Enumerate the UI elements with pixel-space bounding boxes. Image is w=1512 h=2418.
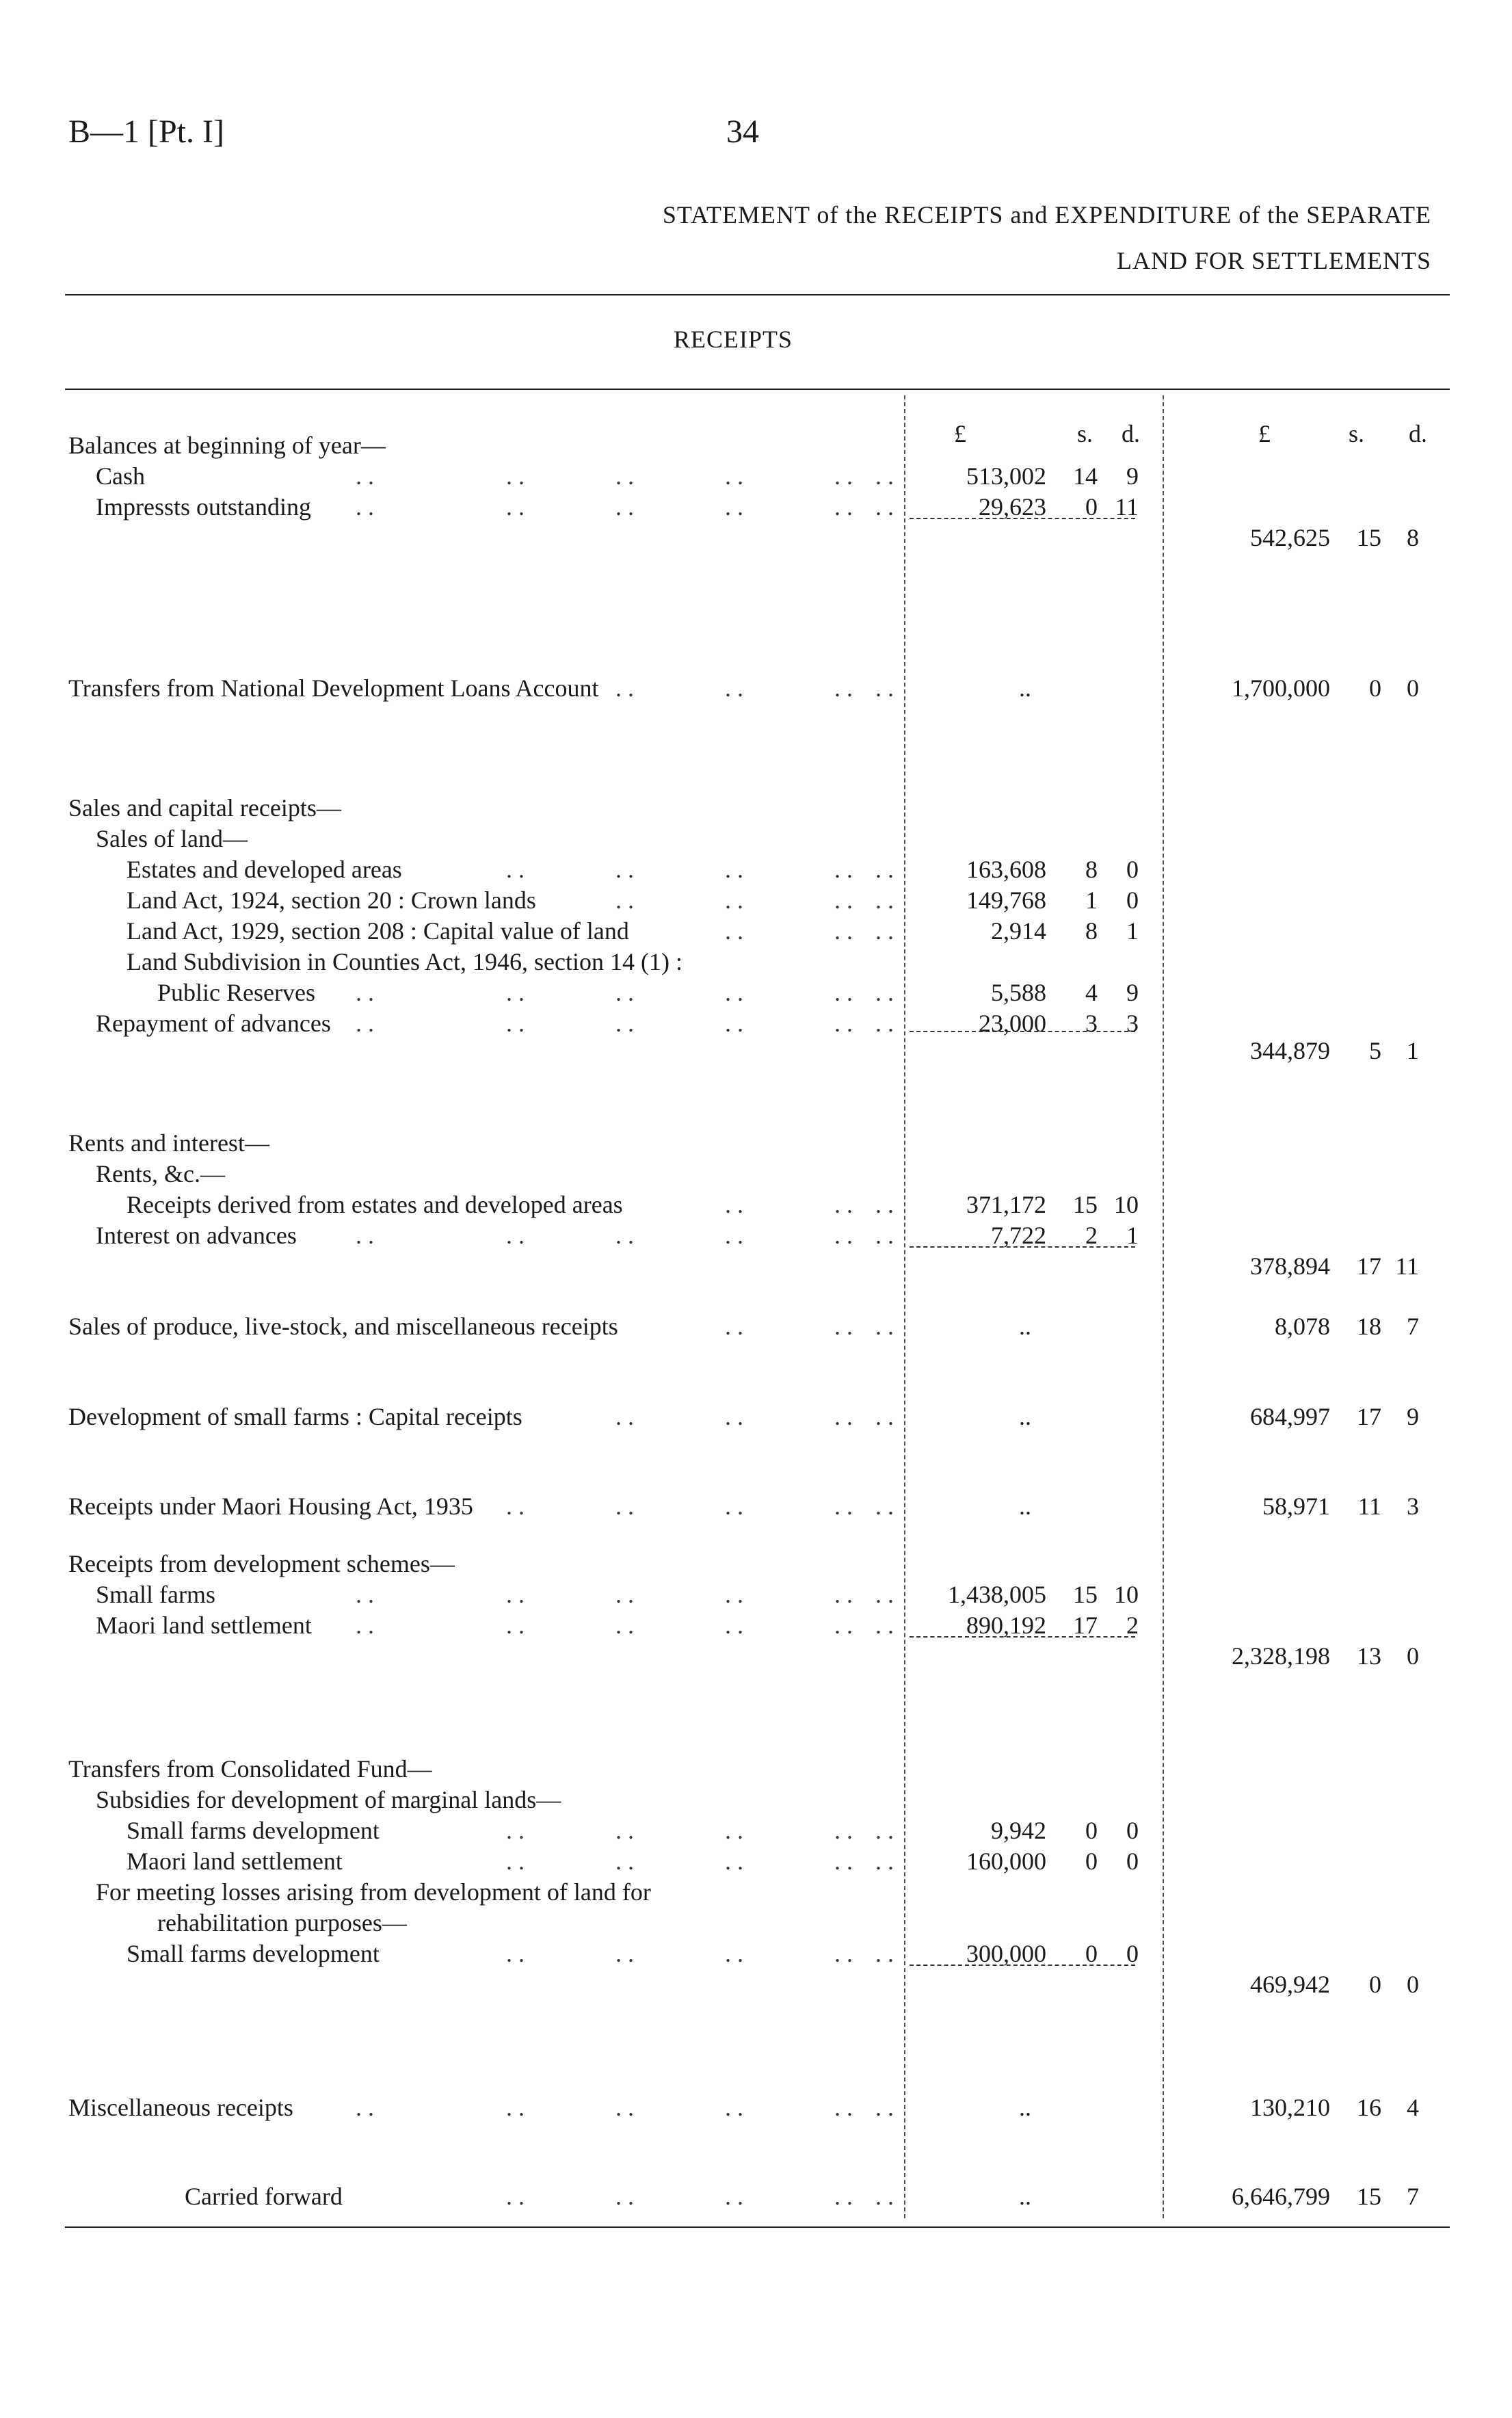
total-pounds: 684,997 — [1250, 1403, 1330, 1430]
statement-title-line2: LAND FOR SETTLEMENTS — [1117, 247, 1431, 274]
leader-dots: . . — [725, 979, 743, 1006]
amount-pounds: 149,768 — [966, 886, 1046, 914]
row-label: Transfers from Consolidated Fund— — [68, 1755, 432, 1783]
leader-dots: . . — [725, 1493, 743, 1520]
subtotal-rule — [910, 1246, 1135, 1248]
row-label: Land Act, 1924, section 20 : Crown lands — [127, 886, 536, 914]
amount-shillings: 15 — [1073, 1581, 1098, 1608]
total-pounds: 130,210 — [1250, 2094, 1330, 2121]
row-label: Public Reserves — [157, 979, 315, 1006]
page-series: B—1 [Pt. I] — [68, 114, 224, 150]
leader-dots: . . — [725, 493, 743, 521]
mid-column-dots: .. — [1019, 2094, 1031, 2121]
leader-dots: . . — [615, 2183, 634, 2210]
leader-dots: . . — [615, 462, 634, 490]
leader-dots: . . — [725, 1817, 743, 1844]
leader-dots: . . — [875, 917, 894, 945]
leader-dots: . . — [834, 1612, 853, 1639]
row-label: Subsidies for development of marginal lands— — [96, 1786, 561, 1813]
amount-shillings: 3 — [1085, 1010, 1098, 1037]
amount-pence: 0 — [1126, 856, 1139, 883]
leader-dots: . . — [615, 1848, 634, 1875]
leader-dots: . . — [725, 1581, 743, 1608]
leader-dots: . . — [615, 1222, 634, 1249]
leader-dots: . . — [875, 1313, 894, 1340]
leader-dots: . . — [356, 1612, 374, 1639]
row-label: Estates and developed areas — [127, 856, 402, 883]
leader-dots: . . — [834, 462, 853, 490]
amount-pounds: 7,722 — [991, 1222, 1046, 1249]
amount-pounds: 163,608 — [966, 856, 1046, 883]
amount-pence: 0 — [1126, 886, 1139, 914]
total-shillings: 13 — [1357, 1642, 1381, 1670]
leader-dots: . . — [615, 1010, 634, 1037]
leader-dots: . . — [356, 493, 374, 521]
amount-pounds: 513,002 — [966, 462, 1046, 490]
leader-dots: . . — [875, 2183, 894, 2210]
amount-pence: 1 — [1126, 1222, 1139, 1249]
total-shillings: 5 — [1369, 1037, 1381, 1064]
amount-pence: 3 — [1126, 1010, 1139, 1037]
leader-dots: . . — [615, 1817, 634, 1844]
amount-pounds: 890,192 — [966, 1612, 1046, 1639]
row-label: Transfers from National Development Loans Account — [68, 674, 599, 702]
leader-dots: . . — [725, 2183, 743, 2210]
row-label: Rents, &c.— — [96, 1160, 225, 1187]
leader-dots: . . — [875, 674, 894, 702]
row-label: rehabilitation purposes— — [157, 1909, 407, 1936]
leader-dots: . . — [834, 856, 853, 883]
leader-dots: . . — [875, 1222, 894, 1249]
leader-dots: . . — [834, 2183, 853, 2210]
total-pounds: 542,625 — [1250, 524, 1330, 551]
leader-dots: . . — [834, 1940, 853, 1967]
leader-dots: . . — [834, 1010, 853, 1037]
leader-dots: . . — [725, 1313, 743, 1340]
total-shillings: 0 — [1369, 1971, 1381, 1998]
total-pounds: 344,879 — [1250, 1037, 1330, 1064]
leader-dots: . . — [725, 886, 743, 914]
col-head-s-mid: s. — [1077, 420, 1093, 447]
section-rule — [65, 389, 1450, 390]
leader-dots: . . — [834, 2094, 853, 2121]
row-label: Interest on advances — [96, 1222, 297, 1249]
column-separator-left — [904, 395, 905, 2218]
amount-shillings: 0 — [1085, 1848, 1098, 1875]
mid-column-dots: .. — [1019, 1313, 1031, 1340]
total-pence: 7 — [1407, 2183, 1419, 2210]
leader-dots: . . — [875, 1493, 894, 1520]
amount-pence: 1 — [1126, 917, 1139, 945]
subtotal-rule — [910, 1031, 1135, 1032]
amount-pence: 10 — [1114, 1191, 1139, 1218]
leader-dots: . . — [875, 1010, 894, 1037]
leader-dots: . . — [875, 856, 894, 883]
leader-dots: . . — [875, 979, 894, 1006]
amount-pounds: 1,438,005 — [948, 1581, 1046, 1608]
leader-dots: . . — [506, 1817, 525, 1844]
row-label: Repayment of advances — [96, 1010, 331, 1037]
total-shillings: 17 — [1357, 1252, 1381, 1280]
amount-pence: 11 — [1115, 493, 1139, 521]
amount-shillings: 2 — [1085, 1222, 1098, 1249]
leader-dots: . . — [356, 1581, 374, 1608]
amount-shillings: 0 — [1085, 493, 1098, 521]
col-head-d-total: d. — [1409, 420, 1427, 447]
leader-dots: . . — [615, 2094, 634, 2121]
total-pounds: 469,942 — [1250, 1971, 1330, 1998]
leader-dots: . . — [875, 493, 894, 521]
page-number: 34 — [726, 114, 759, 150]
amount-pounds: 9,942 — [991, 1817, 1046, 1844]
leader-dots: . . — [506, 1940, 525, 1967]
leader-dots: . . — [356, 1222, 374, 1249]
leader-dots: . . — [834, 1403, 853, 1430]
leader-dots: . . — [356, 1010, 374, 1037]
total-pounds: 1,700,000 — [1232, 674, 1330, 702]
leader-dots: . . — [834, 1817, 853, 1844]
leader-dots: . . — [875, 2094, 894, 2121]
leader-dots: . . — [725, 1191, 743, 1218]
leader-dots: . . — [834, 886, 853, 914]
total-shillings: 18 — [1357, 1313, 1381, 1340]
amount-pence: 0 — [1126, 1817, 1139, 1844]
amount-pounds: 29,623 — [979, 493, 1046, 521]
total-pence: 0 — [1407, 1971, 1419, 1998]
leader-dots: . . — [725, 1010, 743, 1037]
col-head-pound-total: £ — [1258, 420, 1271, 447]
row-label: Receipts from development schemes— — [68, 1550, 455, 1577]
leader-dots: . . — [725, 1612, 743, 1639]
subtotal-rule — [910, 1964, 1135, 1966]
row-label: Balances at beginning of year— — [68, 432, 386, 459]
col-head-s-total: s. — [1349, 420, 1365, 447]
total-pounds: 378,894 — [1250, 1252, 1330, 1280]
leader-dots: . . — [834, 1493, 853, 1520]
leader-dots: . . — [834, 493, 853, 521]
leader-dots: . . — [615, 1493, 634, 1520]
leader-dots: . . — [834, 1191, 853, 1218]
leader-dots: . . — [834, 1313, 853, 1340]
col-head-pound-mid: £ — [954, 420, 966, 447]
row-label: Cash — [96, 462, 145, 490]
leader-dots: . . — [725, 1403, 743, 1430]
subtotal-rule — [910, 518, 1135, 519]
mid-column-dots: .. — [1019, 1403, 1031, 1430]
amount-pence: 9 — [1126, 462, 1139, 490]
leader-dots: . . — [356, 462, 374, 490]
leader-dots: . . — [506, 979, 525, 1006]
top-rule — [65, 294, 1450, 295]
leader-dots: . . — [875, 1581, 894, 1608]
leader-dots: . . — [834, 917, 853, 945]
amount-pounds: 300,000 — [966, 1940, 1046, 1967]
leader-dots: . . — [506, 493, 525, 521]
row-label: Small farms development — [127, 1940, 380, 1967]
total-pence: 0 — [1407, 1642, 1419, 1670]
amount-shillings: 17 — [1073, 1612, 1098, 1639]
total-shillings: 17 — [1357, 1403, 1381, 1430]
leader-dots: . . — [356, 2094, 374, 2121]
bottom-rule — [65, 2226, 1450, 2228]
leader-dots: . . — [725, 917, 743, 945]
row-label: Sales and capital receipts— — [68, 794, 341, 822]
leader-dots: . . — [834, 979, 853, 1006]
statement-title-line1: STATEMENT of the RECEIPTS and EXPENDITURE of the SEPARATE — [662, 201, 1431, 228]
row-label: For meeting losses arising from development of land for — [96, 1878, 651, 1906]
section-heading: RECEIPTS — [674, 326, 793, 353]
total-pence: 8 — [1407, 524, 1419, 551]
row-label: Sales of land— — [96, 825, 248, 852]
row-label: Miscellaneous receipts — [68, 2094, 293, 2121]
leader-dots: . . — [875, 1403, 894, 1430]
row-label: Maori land settlement — [96, 1612, 312, 1639]
total-pounds: 58,971 — [1262, 1493, 1330, 1520]
leader-dots: . . — [875, 1191, 894, 1218]
leader-dots: . . — [506, 1581, 525, 1608]
leader-dots: . . — [615, 674, 634, 702]
leader-dots: . . — [506, 856, 525, 883]
leader-dots: . . — [506, 1848, 525, 1875]
total-shillings: 16 — [1357, 2094, 1381, 2121]
mid-column-dots: .. — [1019, 1493, 1031, 1520]
leader-dots: . . — [725, 1940, 743, 1967]
amount-shillings: 8 — [1085, 856, 1098, 883]
leader-dots: . . — [615, 886, 634, 914]
total-pence: 0 — [1407, 674, 1419, 702]
leader-dots: . . — [506, 1222, 525, 1249]
row-label: Sales of produce, live-stock, and miscellaneous receipts — [68, 1313, 618, 1340]
leader-dots: . . — [506, 1612, 525, 1639]
leader-dots: . . — [834, 1848, 853, 1875]
leader-dots: . . — [725, 674, 743, 702]
leader-dots: . . — [615, 1612, 634, 1639]
amount-shillings: 0 — [1085, 1817, 1098, 1844]
amount-pence: 9 — [1126, 979, 1139, 1006]
row-label: Maori land settlement — [127, 1848, 343, 1875]
leader-dots: . . — [875, 886, 894, 914]
row-label: Development of small farms : Capital receipts — [68, 1403, 522, 1430]
amount-pounds: 23,000 — [979, 1010, 1046, 1037]
leader-dots: . . — [834, 674, 853, 702]
amount-pounds: 2,914 — [991, 917, 1046, 945]
leader-dots: . . — [615, 1581, 634, 1608]
leader-dots: . . — [615, 1403, 634, 1430]
row-label: Small farms — [96, 1581, 215, 1608]
leader-dots: . . — [875, 1848, 894, 1875]
leader-dots: . . — [875, 462, 894, 490]
total-pounds: 6,646,799 — [1232, 2183, 1330, 2210]
leader-dots: . . — [506, 462, 525, 490]
amount-shillings: 0 — [1085, 1940, 1098, 1967]
leader-dots: . . — [725, 856, 743, 883]
total-pence: 3 — [1407, 1493, 1419, 1520]
leader-dots: . . — [725, 462, 743, 490]
leader-dots: . . — [615, 493, 634, 521]
row-label: Impressts outstanding — [96, 493, 311, 521]
leader-dots: . . — [875, 1817, 894, 1844]
leader-dots: . . — [725, 2094, 743, 2121]
row-label: Small farms development — [127, 1817, 380, 1844]
amount-pence: 0 — [1126, 1848, 1139, 1875]
amount-shillings: 4 — [1085, 979, 1098, 1006]
amount-pence: 0 — [1126, 1940, 1139, 1967]
total-pounds: 2,328,198 — [1232, 1642, 1330, 1670]
subtotal-rule — [910, 1636, 1135, 1638]
leader-dots: . . — [834, 1222, 853, 1249]
col-head-d-mid: d. — [1122, 420, 1140, 447]
leader-dots: . . — [875, 1612, 894, 1639]
amount-shillings: 14 — [1073, 462, 1098, 490]
amount-shillings: 1 — [1085, 886, 1098, 914]
leader-dots: . . — [506, 2094, 525, 2121]
leader-dots: . . — [506, 1493, 525, 1520]
leader-dots: . . — [725, 1848, 743, 1875]
row-label: Receipts derived from estates and developed areas — [127, 1191, 623, 1218]
mid-column-dots: .. — [1019, 2183, 1031, 2210]
leader-dots: . . — [356, 979, 374, 1006]
leader-dots: . . — [615, 856, 634, 883]
total-pence: 7 — [1407, 1313, 1419, 1340]
total-pence: 11 — [1395, 1252, 1419, 1280]
total-shillings: 15 — [1357, 524, 1381, 551]
leader-dots: . . — [834, 1581, 853, 1608]
amount-pence: 2 — [1126, 1612, 1139, 1639]
row-label: Receipts under Maori Housing Act, 1935 — [68, 1493, 473, 1520]
amount-pounds: 371,172 — [966, 1191, 1046, 1218]
total-pence: 1 — [1407, 1037, 1419, 1064]
row-label: Land Subdivision in Counties Act, 1946, section 14 (1) : — [127, 948, 682, 975]
leader-dots: . . — [615, 979, 634, 1006]
leader-dots: . . — [506, 2183, 525, 2210]
leader-dots: . . — [506, 1010, 525, 1037]
total-pounds: 8,078 — [1275, 1313, 1330, 1340]
total-shillings: 0 — [1369, 674, 1381, 702]
amount-pounds: 160,000 — [966, 1848, 1046, 1875]
leader-dots: . . — [725, 1222, 743, 1249]
row-label: Carried forward — [185, 2183, 343, 2210]
total-pence: 4 — [1407, 2094, 1419, 2121]
total-pence: 9 — [1407, 1403, 1419, 1430]
total-shillings: 11 — [1357, 1493, 1381, 1520]
row-label: Rents and interest— — [68, 1129, 269, 1157]
leader-dots: . . — [615, 1940, 634, 1967]
column-separator-right — [1163, 395, 1164, 2218]
total-shillings: 15 — [1357, 2183, 1381, 2210]
mid-column-dots: .. — [1019, 674, 1031, 702]
amount-shillings: 15 — [1073, 1191, 1098, 1218]
amount-shillings: 8 — [1085, 917, 1098, 945]
amount-pence: 10 — [1114, 1581, 1139, 1608]
amount-pounds: 5,588 — [991, 979, 1046, 1006]
leader-dots: . . — [875, 1940, 894, 1967]
row-label: Land Act, 1929, section 208 : Capital value of land — [127, 917, 629, 945]
